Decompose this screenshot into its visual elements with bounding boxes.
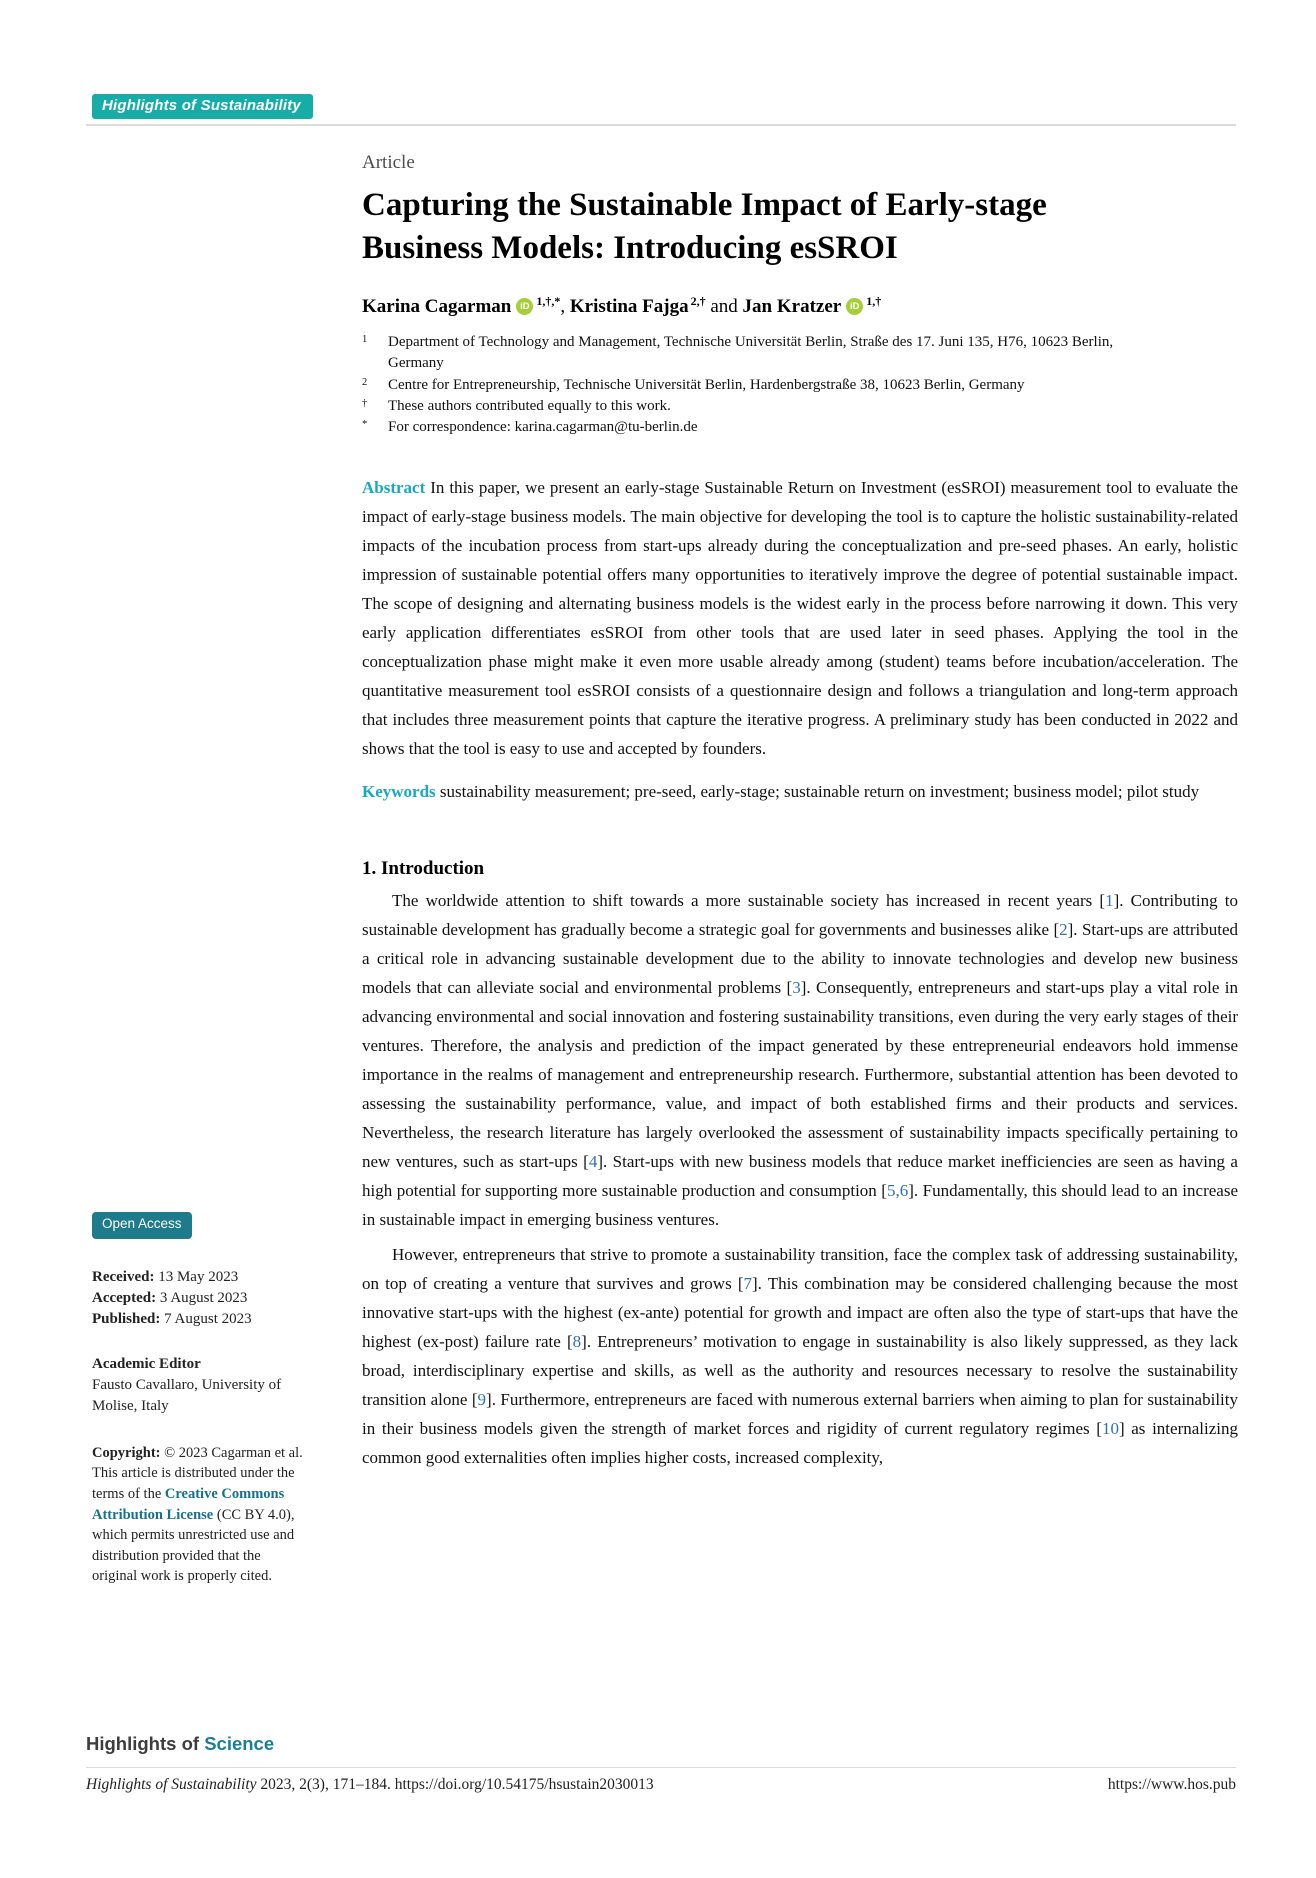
accepted-label: Accepted: (92, 1289, 157, 1306)
citation-link[interactable]: 8 (572, 1331, 582, 1351)
citation-link[interactable]: 3 (792, 977, 801, 997)
author-2-name: Kristina Fajga (569, 296, 689, 318)
affiliation-marker: 2 (362, 376, 368, 388)
citation-link[interactable]: 5,6 (886, 1180, 909, 1200)
author-1-affil-marks: 1,†,* (536, 293, 561, 308)
citation-link[interactable]: 9 (477, 1389, 487, 1409)
accepted-date (92, 1288, 308, 1309)
author-1-name: Karina Cagarman (362, 296, 512, 318)
author-separator: and (705, 296, 743, 318)
abstract (362, 473, 1238, 763)
published-label: Published: (92, 1310, 161, 1327)
publisher-logo-accent: Science (204, 1733, 275, 1754)
author-3 (742, 293, 882, 318)
copyright-text-post: (CC BY 4.0), which permits unrestricted use and distribution provided that the original work is properly cited. (92, 1506, 295, 1585)
main-column (362, 152, 1238, 1472)
author-2 (569, 293, 743, 318)
academic-editor-block (92, 1354, 308, 1417)
author-3-name: Jan Kratzer (742, 296, 842, 318)
author-3-affil-marks: 1,† (866, 293, 882, 308)
affiliation-marker: 1 (362, 334, 368, 346)
academic-editor-name: Fausto Cavallaro, University of Molise, Italy (92, 1376, 282, 1414)
footer-divider (86, 1767, 1236, 1768)
affiliation-text: These authors contributed equally to this work. (388, 398, 671, 414)
academic-editor-label: Academic Editor (92, 1355, 201, 1372)
page-title: Capturing the Sustainable Impact of Early-stage Business Models: Introducing esSROI (362, 187, 1047, 266)
section-heading-introduction: 1. Introduction (362, 857, 485, 879)
affiliation-row (362, 396, 1238, 417)
correspondence-email: For correspondence: karina.cagarman@tu-berlin.de (388, 419, 698, 436)
orcid-icon[interactable]: iD (846, 298, 863, 315)
citation-link[interactable]: 10 (1101, 1418, 1119, 1438)
header-divider (86, 124, 1236, 126)
copyright-label: Copyright: (92, 1444, 161, 1461)
publisher-logo-prefix: Highlights of (86, 1733, 205, 1754)
author-2-affil-marks: 2,† (690, 293, 706, 308)
citation-link[interactable]: 1 (1105, 890, 1114, 910)
publisher-logo (86, 1733, 274, 1755)
abstract-label: Abstract (362, 477, 426, 497)
journal-badge: Highlights of Sustainability (92, 94, 313, 119)
citation-link[interactable]: 7 (743, 1273, 753, 1293)
affiliation-row (362, 332, 1238, 375)
received-value: 13 May 2023 (158, 1268, 239, 1285)
received-label: Received: (92, 1268, 155, 1285)
accepted-value: 3 August 2023 (159, 1289, 248, 1306)
published-date (92, 1309, 308, 1330)
affiliation-row (362, 417, 1238, 438)
author-1 (362, 293, 570, 318)
footer-journal-name: Highlights of Sustainability (86, 1776, 257, 1793)
published-value: 7 August 2023 (164, 1310, 252, 1327)
author-separator: , (560, 296, 570, 318)
citation-link[interactable]: 2 (1059, 919, 1068, 939)
citation-link[interactable]: 4 (588, 1151, 598, 1171)
article-dates (92, 1267, 308, 1330)
publisher-url[interactable]: https://www.hos.pub (1107, 1776, 1236, 1793)
creative-commons-link[interactable]: Creative Commons Attribution License (92, 1486, 285, 1523)
affiliation-marker: † (362, 398, 368, 409)
footer-citation-rest[interactable]: 2023, 2(3), 171–184. https://doi.org/10.54175/hsustain2030013 (256, 1776, 654, 1793)
affiliation-row (362, 375, 1238, 396)
copyright-block (92, 1443, 308, 1587)
footer-citation (86, 1776, 654, 1794)
orcid-icon[interactable]: iD (516, 298, 533, 315)
affiliation-text: Centre for Entrepreneurship, Technische Universität Berlin, Hardenbergstraße 38, 10623 Berlin, Germany (388, 376, 1025, 393)
received-date (92, 1267, 308, 1288)
introduction-paragraph-2: However, entrepreneurs that strive to promote a sustainability transition, face the complex task of addressing sustainability, on top of creating a venture that survives and grows [7]. This combination may be considered challenging because the most innovative start-ups with the highest (ex-ante) potential for growth and impact are often also the type of start-ups that have the highest (ex-post) failure rate [8]. Entrepreneurs’ motivation to engage in sustainability is also likely suppressed, as they lack broad, interdisciplinary expertise and skills, as well as the authority and resources necessary to resolve the sustainability transition alone [9]. Furthermore, entrepreneurs are faced with numerous external barriers when aiming to plan for sustainability in their business models given the strength of market forces and rigidity of current regulatory regimes [10] as internalizing common good externalities often implies higher costs, increased complexity, (362, 1244, 1239, 1467)
footer-line (86, 1776, 1236, 1794)
keywords (362, 777, 1238, 806)
copyright-text-pre: © 2023 Cagarman et al. This article is distributed under the terms of the (92, 1444, 303, 1503)
affiliation-marker: * (362, 419, 368, 431)
article-type-label: Article (362, 152, 415, 173)
introduction-paragraph-1: The worldwide attention to shift towards a more sustainable society has increased in recent years [1]. Contributing to sustainable development has gradually become a strategic goal for governments and businesses alike [2]. Start-ups are attributed a critical role in advancing sustainable development due to the ability to innovate technologies and develop new business models that can alleviate social and environmental problems [3]. Consequently, entrepreneurs and start-ups play a vital role in advancing environmental and social innovation and fostering sustainability transitions, even during the very early stages of their ventures. Therefore, the analysis and prediction of the impact generated by these entrepreneurial endeavors hold immense importance in the realms of management and entrepreneurship research. Furthermore, substantial attention has been devoted to assessing the sustainability performance, value, and impact of both established firms and their products and services. Nevertheless, the research literature has largely overlooked the assessment of sustainability impacts specifically pertaining to new ventures, such as start-ups [4]. Start-ups with new business models that reduce market inefficiencies are seen as having a high potential for supporting more sustainable production and consumption [5,6]. Fundamentally, this should lead to an increase in sustainable impact in emerging business ventures. (362, 890, 1238, 1229)
affiliations-list (362, 332, 1238, 438)
affiliation-text: Department of Technology and Management, Technische Universität Berlin, Straße des 17. Juni 135, H76, 10623 Berlin, Germany (388, 334, 1114, 372)
keywords-text: sustainability measurement; pre-seed, early-stage; sustainable return on investment; business model; pilot study (439, 781, 1200, 801)
open-access-badge: Open Access (92, 1212, 192, 1239)
keywords-label: Keywords (362, 781, 436, 801)
abstract-text: In this paper, we present an early-stage Sustainable Return on Investment (esSROI) measurement tool to evaluate the impact of early-stage business models. The main objective for developing the tool is to capture the holistic sustainability-related impacts of the incubation process from start-ups already during the conceptualization and pre-seed phases. An early, holistic impression of sustainable potential offers many opportunities to iteratively improve the degree of potential sustainable impact. The scope of designing and alternating business models is the widest early in the process before narrowing it down. This very early application differentiates esSROI from other tools that are used later in seed phases. Applying the tool in the conceptualization phase might make it even more usable already among (student) teams before incubation/acceleration. The quantitative measurement tool esSROI consists of a questionnaire design and follows a triangulation and long-term approach that includes three measurement points that capture the iterative progress. A preliminary study has been conducted in 2022 and shows that the tool is easy to use and accepted by founders. (362, 477, 1238, 758)
authors-line (362, 294, 1238, 318)
sidebar (92, 1212, 308, 1587)
